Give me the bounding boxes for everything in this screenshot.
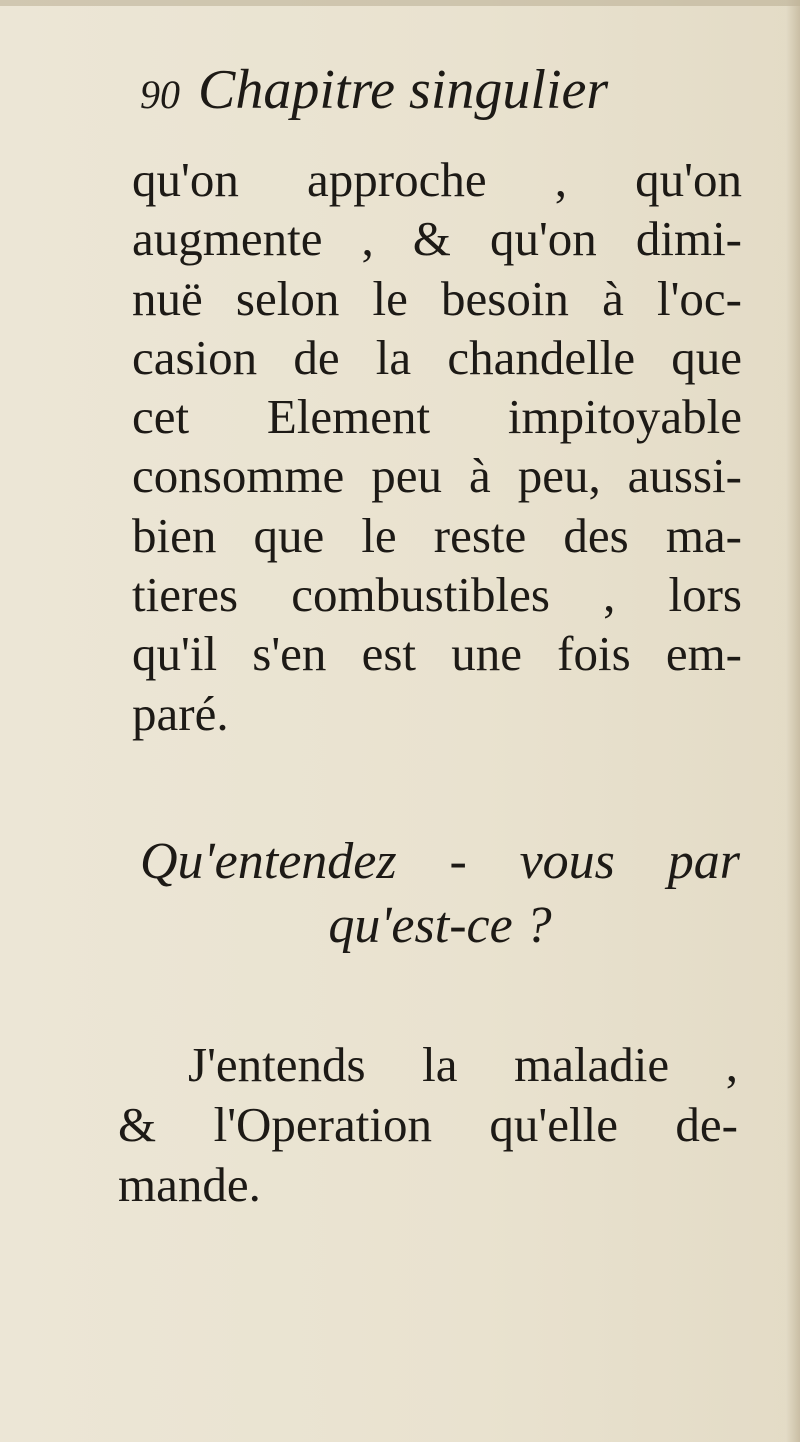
running-header [140,59,609,121]
question-line: Qu'entendez - vous par [140,833,740,890]
question-heading [140,830,740,958]
text-line: & l'Operation qu'elle de- [118,1097,738,1152]
page-top-edge [0,0,800,6]
page-right-edge [786,0,800,1442]
body-paragraph [132,150,742,743]
text-line: casion de la chandelle que [132,329,742,385]
text-line: tieres combustibles , lors [132,567,742,623]
running-title: Chapitre singulier [198,59,609,121]
text-line: J'entends la maladie , [188,1037,738,1092]
text-line: mande. [118,1157,261,1212]
text-line: nuë selon le besoin à l'oc- [132,270,742,326]
page-number: 90 [140,72,180,117]
answer-paragraph [118,1035,738,1215]
text-line: consomme peu à peu, aussi- [132,448,742,504]
text-line: qu'il s'en est une fois em- [132,626,742,682]
text-line: cet Element impitoyable [132,389,742,445]
text-line: augmente , & qu'on dimi- [132,211,742,267]
text-line: qu'on approche , qu'on [132,152,742,207]
text-line: bien que le reste des ma- [132,507,742,563]
text-line: paré. [132,685,229,741]
question-line: qu'est-ce ? [328,897,552,954]
